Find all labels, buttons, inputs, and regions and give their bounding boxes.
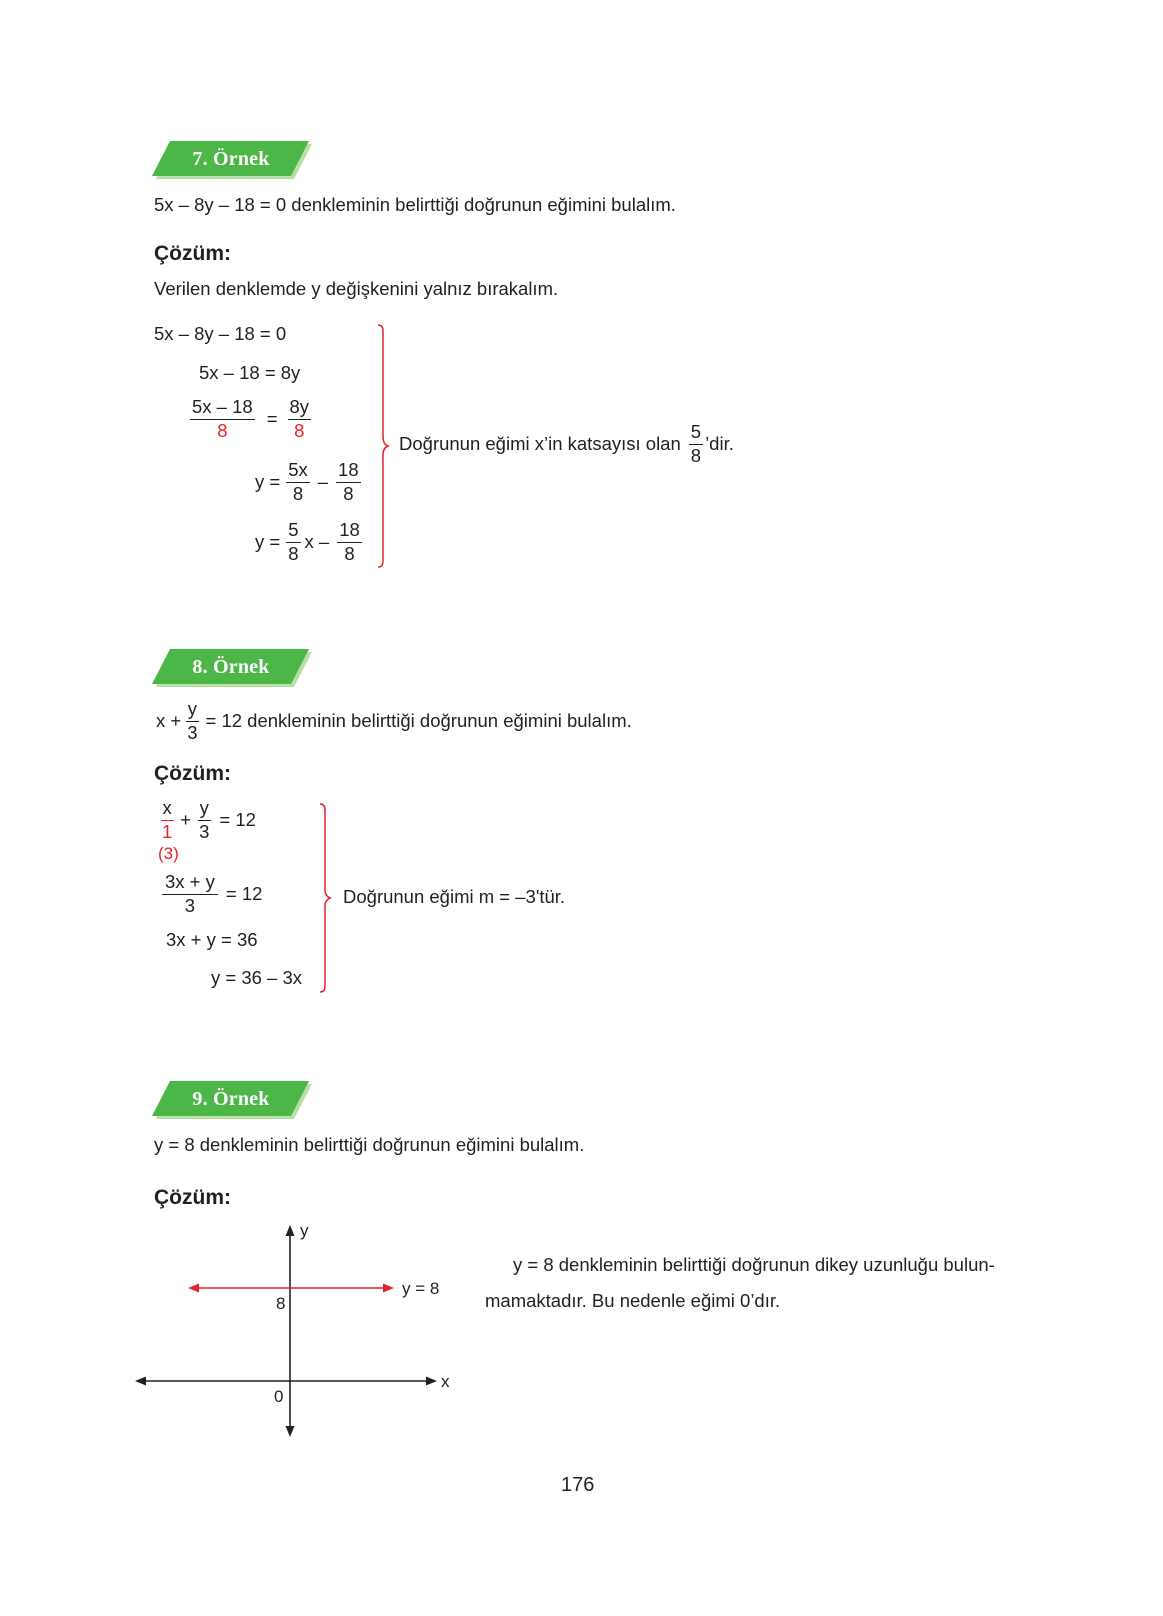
ex8-step-1: $\frac{x}{1}$ + $\frac{y}{3}$ = 12 bbox=[162, 797, 256, 842]
example-8-badge bbox=[152, 649, 310, 685]
example-7-solution-heading: Çözüm: bbox=[154, 242, 231, 265]
line-label: y = 8 bbox=[402, 1279, 440, 1298]
x-axis-label: x bbox=[441, 1372, 450, 1391]
arrow-right-icon bbox=[383, 1284, 394, 1293]
example-9-explanation-line-1: y = 8 denkleminin belirttiği doğrunun dikey uzunluğu bulun- bbox=[513, 1254, 995, 1275]
ex8-step-4: y = 36 – 3x bbox=[211, 967, 303, 988]
fraction: $\frac{5x - 18}{8}$ bbox=[192, 396, 253, 441]
example-8-solution-heading: Çözüm: bbox=[154, 762, 231, 785]
example-7-badge bbox=[152, 141, 310, 177]
y-axis-label: y bbox=[300, 1221, 309, 1240]
ex8-multiplier: (3) bbox=[158, 844, 179, 863]
ex8-step-3: 3x + y = 36 bbox=[166, 929, 258, 950]
example-9-explanation-line-2: mamaktadır. Bu nedenle eğimi 0’dır. bbox=[485, 1290, 781, 1311]
example-9-badge bbox=[152, 1081, 310, 1117]
y-intercept-label: 8 bbox=[276, 1294, 286, 1313]
example-7-problem: 5x – 8y – 18 = 0 denkleminin belirttiği doğrunun eğimini bulalım. bbox=[154, 194, 676, 215]
fraction: $\frac{5}{8}$ bbox=[288, 519, 299, 564]
badge-label: 7. Örnek bbox=[192, 148, 270, 170]
fraction: $\frac{5}{8}$ bbox=[690, 421, 702, 466]
ex7-step-3: $\frac{5x - 18}{8}$ = $\frac{8y}{8}$ bbox=[192, 396, 310, 441]
coordinate-graph bbox=[130, 1225, 460, 1440]
ex7-conclusion: Doğrunun eğimi x’in katsayısı olan $\frac{5}{8}$ ’dir. bbox=[399, 421, 734, 466]
ex7-step-4: y = $\frac{5x}{8}$ – $\frac{18}{8}$ bbox=[255, 459, 359, 504]
ex8-step-2: $\frac{3x + y}{3}$ = 12 bbox=[160, 873, 262, 915]
fraction: $\frac{18}{8}$ bbox=[339, 519, 360, 564]
example-9-solution-heading: Çözüm: bbox=[154, 1186, 231, 1209]
example-7-intro: Verilen denklemde y değişkenini yalnız bırakalım. bbox=[154, 278, 559, 299]
origin-label: 0 bbox=[274, 1387, 284, 1406]
ex7-step-5: y = $\frac{5}{8}$ x – $\frac{18}{8}$ bbox=[255, 519, 360, 564]
badge-label: 8. Örnek bbox=[192, 656, 270, 678]
arrow-down-icon bbox=[286, 1426, 295, 1437]
fraction: $\frac{5x}{8}$ bbox=[288, 459, 308, 504]
fraction: $\frac{3x + y}{3}$ bbox=[162, 873, 218, 915]
fraction: $\frac{y}{3}$ bbox=[187, 698, 198, 743]
arrow-left-icon bbox=[135, 1377, 146, 1386]
right-brace-icon bbox=[376, 324, 392, 568]
arrow-up-icon bbox=[286, 1225, 295, 1236]
arrow-left-icon bbox=[188, 1284, 199, 1293]
ex7-step-1: 5x – 8y – 18 = 0 bbox=[154, 323, 287, 344]
fraction: $\frac{y}{3}$ bbox=[199, 797, 210, 842]
fraction: $\frac{18}{8}$ bbox=[338, 459, 359, 504]
example-8-problem: x + $\frac{y}{3}$ = 12 denkleminin belirttiği doğrunun eğimini bulalım. bbox=[156, 698, 632, 743]
ex7-step-2: 5x – 18 = 8y bbox=[199, 362, 301, 383]
fraction: $\frac{x}{1}$ bbox=[162, 797, 173, 842]
fraction: $\frac{8y}{8}$ bbox=[289, 396, 310, 441]
arrow-right-icon bbox=[426, 1377, 437, 1386]
badge-label: 9. Örnek bbox=[192, 1088, 270, 1110]
ex8-conclusion: Doğrunun eğimi m = –3'tür. bbox=[343, 886, 566, 907]
right-brace-icon bbox=[318, 803, 334, 993]
example-9-problem: y = 8 denkleminin belirttiği doğrunun eğimini bulalım. bbox=[154, 1134, 585, 1155]
page-number: 176 bbox=[561, 1474, 595, 1496]
